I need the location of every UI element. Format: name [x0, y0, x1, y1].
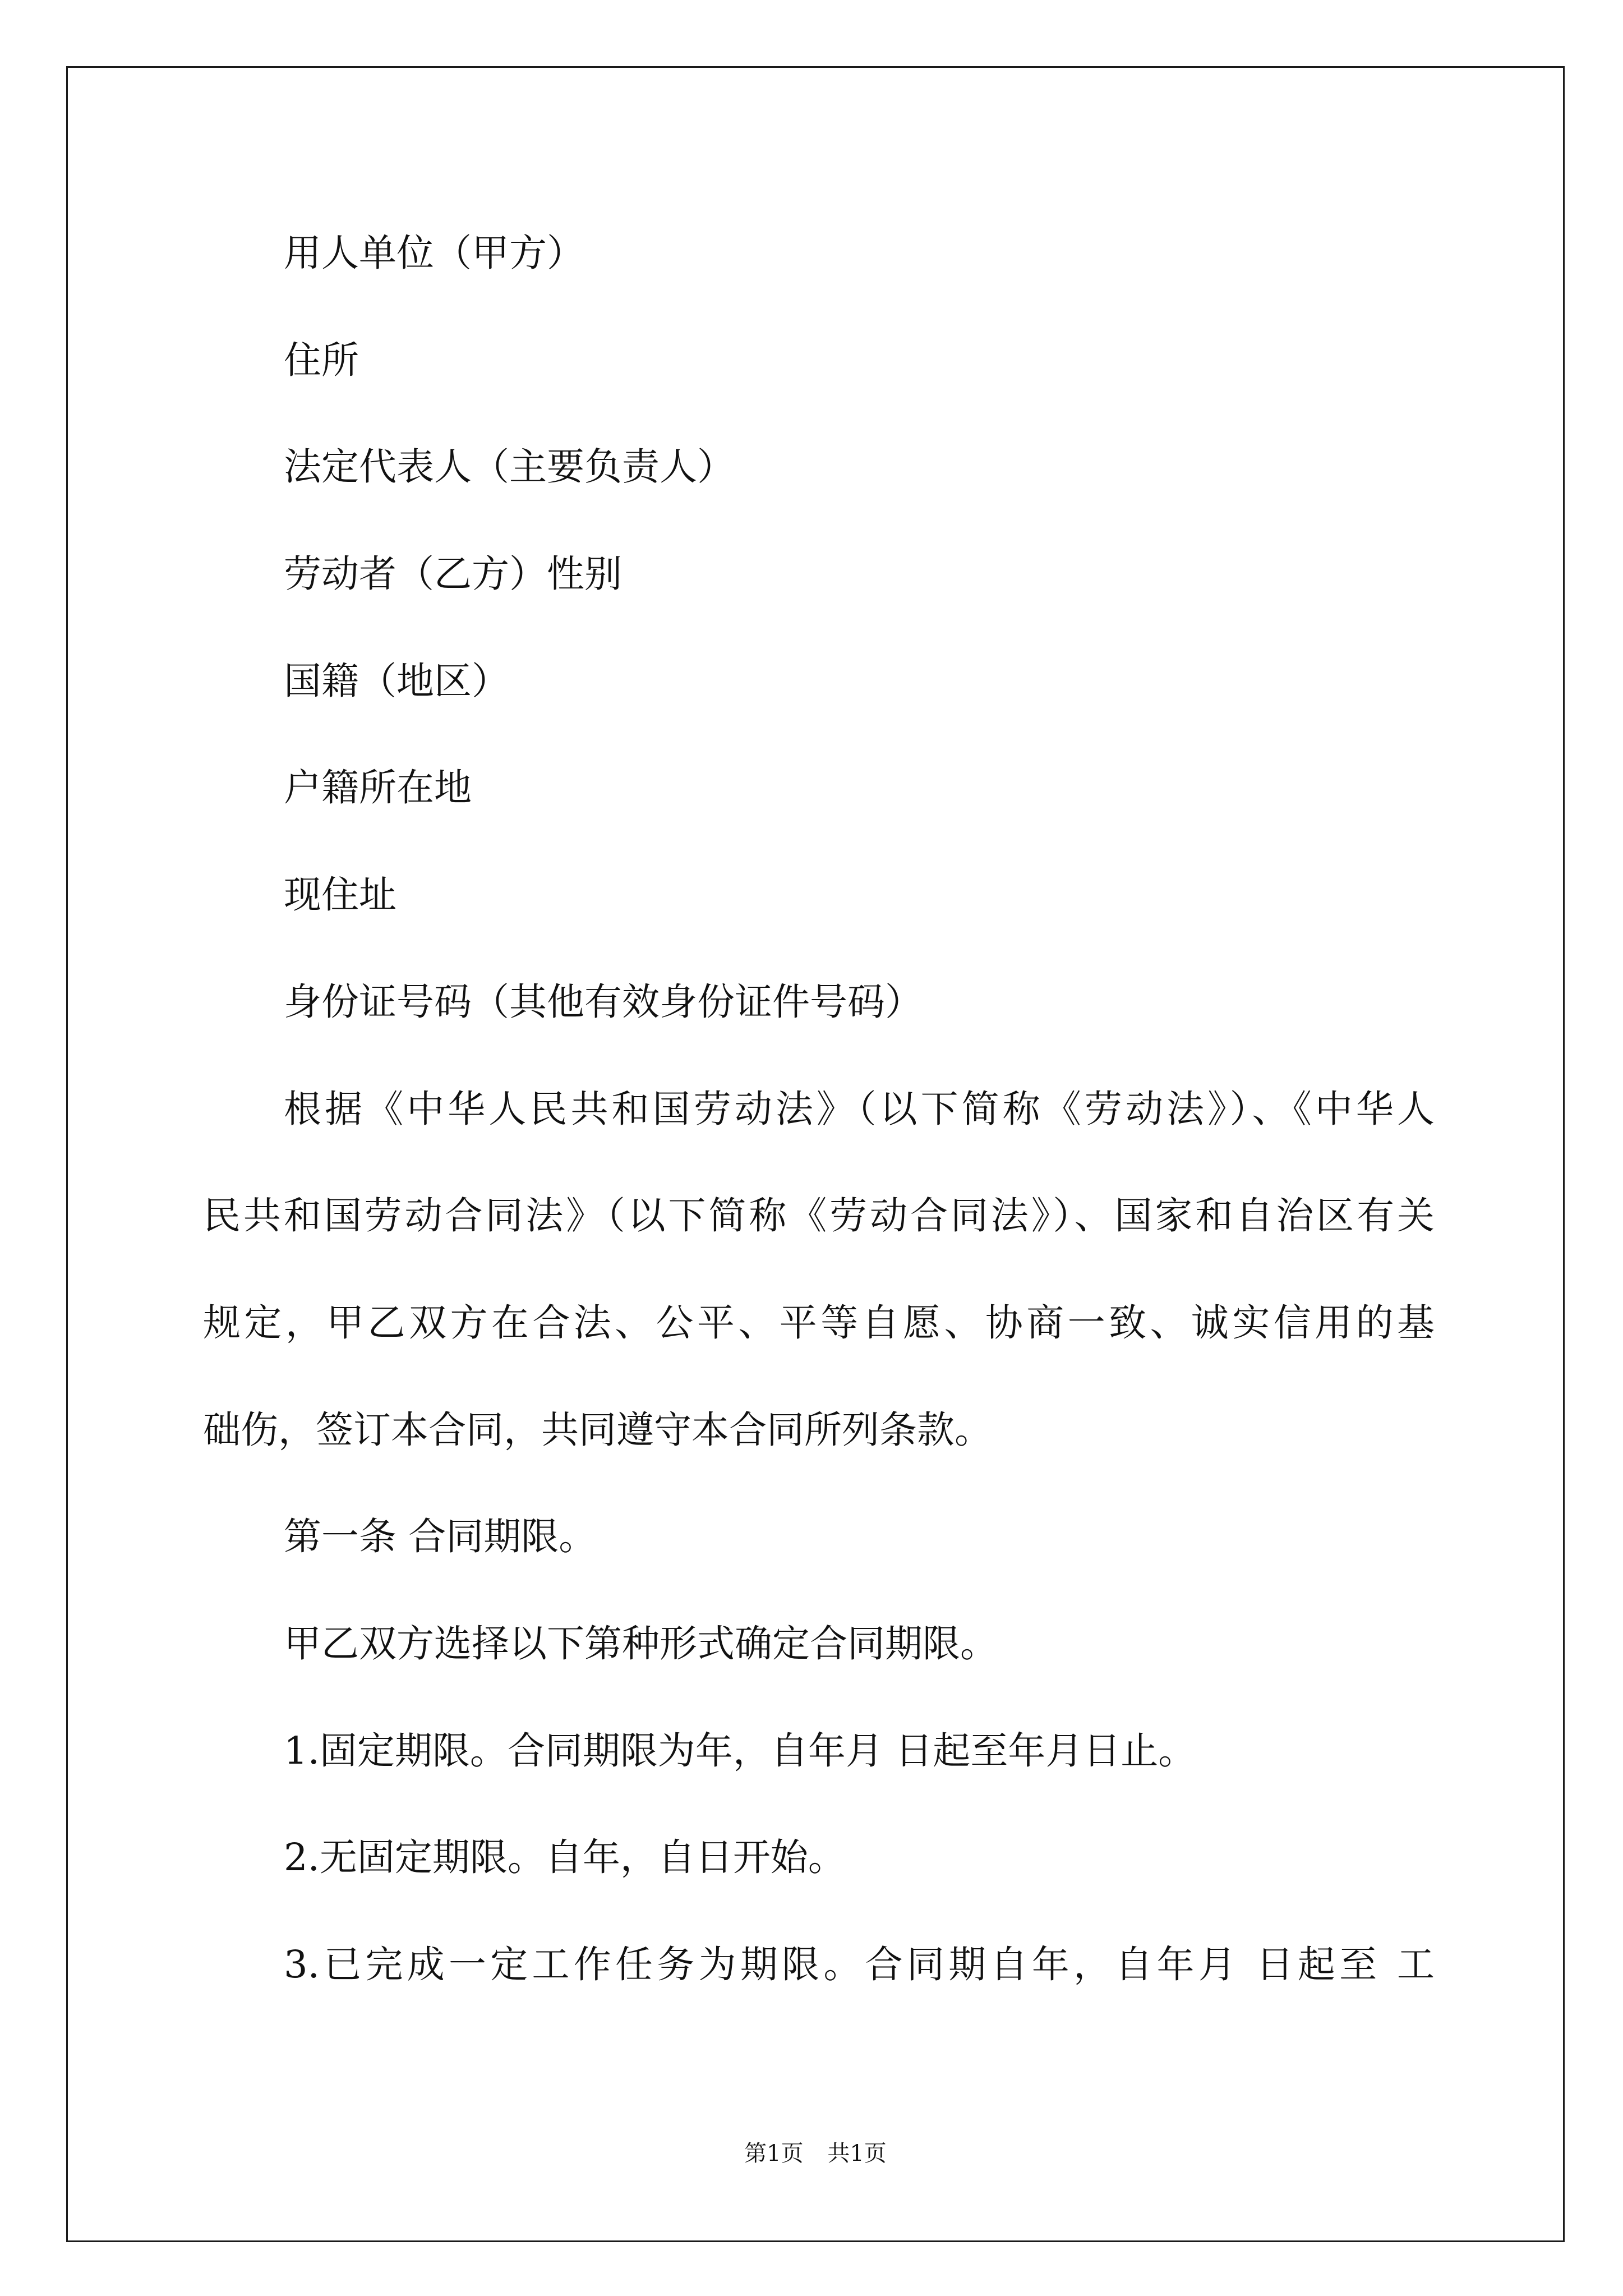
text-line: 身份证号码（其他有效身份证件号码）: [284, 979, 923, 1024]
text-line: 甲乙双方选择以下第种形式确定合同期限。: [284, 1621, 998, 1665]
text-line: 住所: [284, 338, 359, 382]
text-line: 劳动者（乙方）性别: [284, 552, 622, 596]
text-line: 第一条 合同期限。: [284, 1515, 597, 1559]
text-line: 根据《中华人民共和国劳动法》（以下简称《劳动法》）、《中华人: [284, 1087, 1435, 1131]
article-heading: [203, 1483, 1435, 1590]
paragraph-preamble: [203, 1056, 1435, 1484]
paragraph-term-selection: [203, 1590, 1435, 1697]
paragraph-legal-representative: [203, 413, 1435, 521]
text-line: 1.固定期限。合同期限为年，自年月 日起至年月日止。: [284, 1728, 1196, 1773]
text-line: 户籍所在地: [284, 766, 472, 810]
list-item-fixed-term: [203, 1697, 1435, 1805]
text-line: 用人单位（甲方）: [284, 231, 584, 275]
paragraph-current-address: [203, 841, 1435, 949]
paragraph-nationality: [203, 628, 1435, 735]
text-line: 现住址: [284, 873, 396, 917]
list-item-task-term: [203, 1911, 1435, 2018]
page-footer: 第1页 共1页: [744, 2141, 887, 2166]
text-line: 法定代表人（主要负责人）: [284, 445, 735, 489]
text-line: 2.无固定期限。自年，自日开始。: [284, 1835, 846, 1880]
paragraph-id-number: [203, 949, 1435, 1056]
text-line: 3.已完成一定工作任务为期限。合同期自年，自年月 日起至 工: [284, 1943, 1435, 1986]
paragraph-employee: [203, 521, 1435, 628]
text-line: 国籍（地区）: [284, 659, 509, 703]
text-line: 民共和国劳动合同法》（以下简称《劳动合同法》）、国家和自治区有关: [203, 1194, 1435, 1238]
paragraph-employer: [203, 200, 1435, 307]
text-line: 规定，甲乙双方在合法、公平、平等自愿、协商一致、诚实信用的基: [203, 1300, 1435, 1345]
text-line: 础伤，签订本合同，共同遵守本合同所列条款。: [203, 1407, 992, 1452]
list-item-open-term: [203, 1804, 1435, 1911]
paragraph-address: [203, 307, 1435, 414]
paragraph-household-registration: [203, 734, 1435, 841]
document-body: [203, 200, 1435, 2018]
